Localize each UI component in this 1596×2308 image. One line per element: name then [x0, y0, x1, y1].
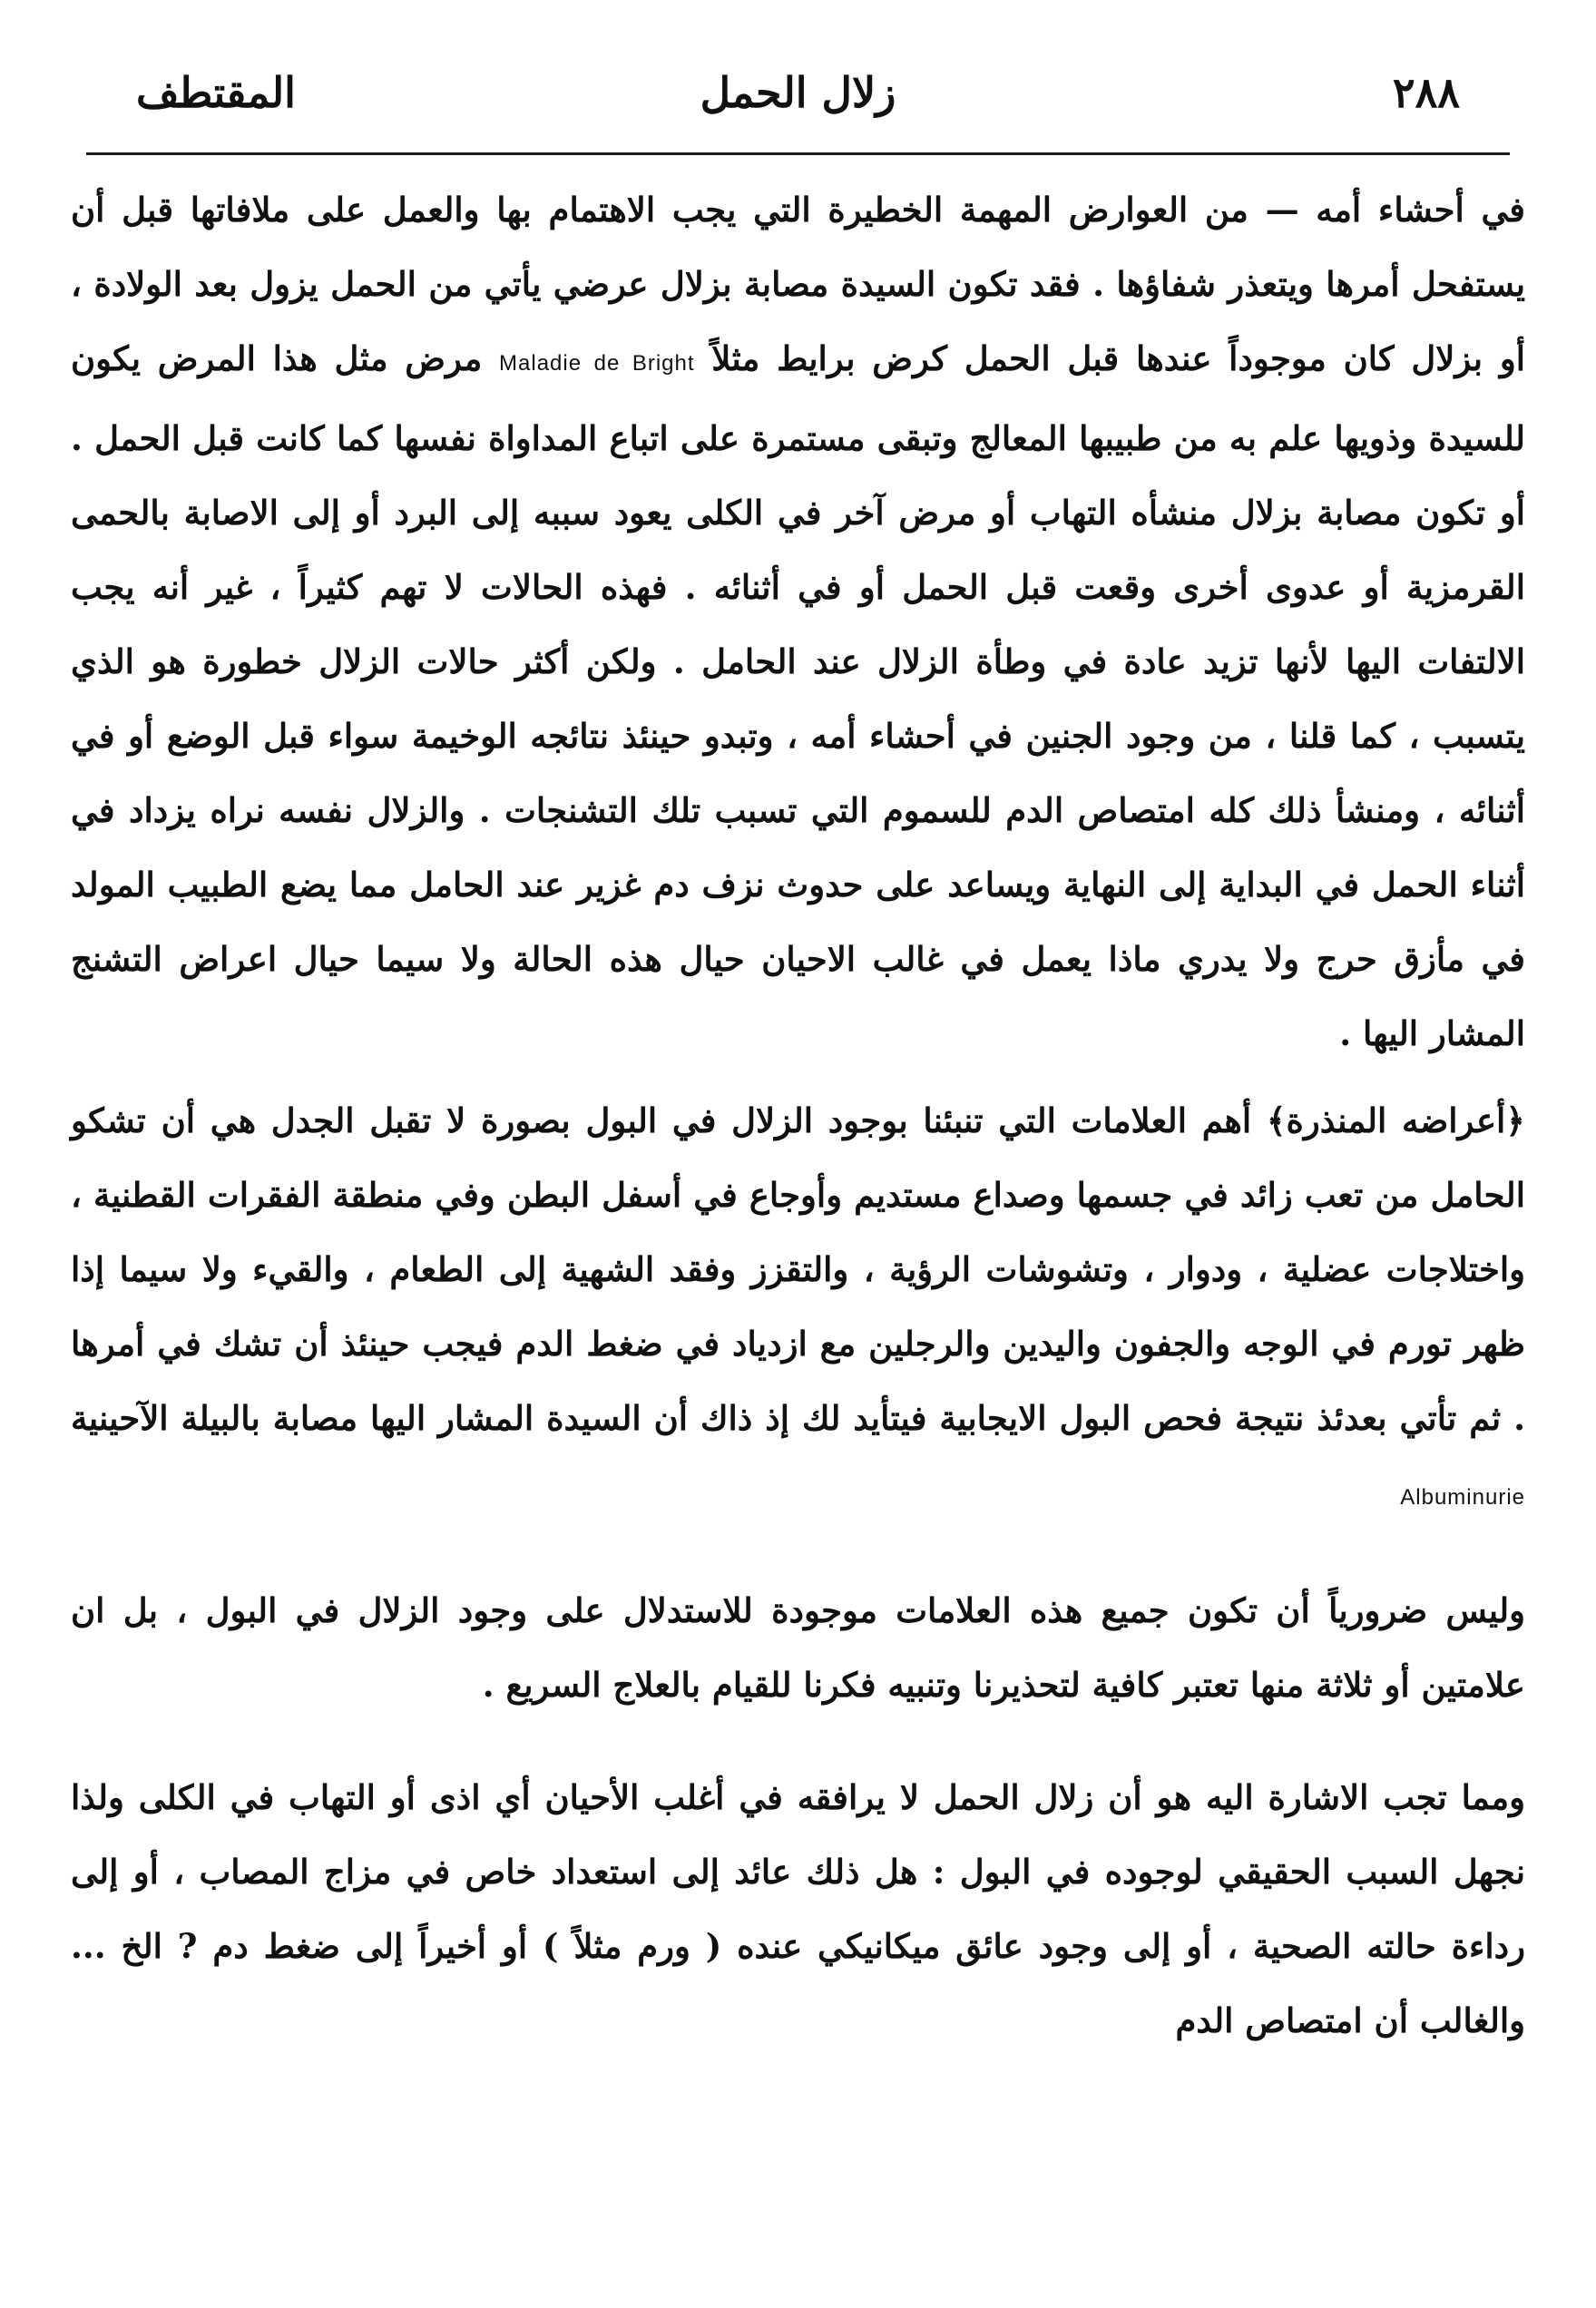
journal-name: المقتطف: [136, 68, 296, 117]
paragraph-text: ومما تجب الاشارة اليه هو أن زلال الحمل لا يرافقه في أغلب الأحيان أي اذى أو التهاب في الكلى ولذا نجهل السبب الحقيقي لوجوده في البول : هل ذلك عائد إلى استعداد خاص في مزاج المصاب ، أو إلى رداءة حالته الصحية ، أو إلى وجود عائق ميكانيكي عنده ( ورم مثلاً ) أو أخيراً إلى ضغط دم ? الخ ... والغالب أن امتصاص الدم: [71, 1777, 1525, 2040]
paragraph-not-all-signs: [71, 1573, 1525, 1722]
latin-term-albuminurie: Albuminurie: [1400, 1485, 1525, 1510]
paragraph-unknown-cause: [71, 1760, 1525, 2058]
paragraph-text: في أحشاء أمه — من العوارض المهمة الخطيرة التي يجب الاهتمام بها والعمل على ملافاتها قبل أن يستفحل أمرها ويتعذر شفاؤها . فقد تكون السيدة مصابة بزلال عرضي يأتي من الحمل يزول بعد الولادة ، أو بزلال كان موجوداً عندها قبل الحمل كرض برايط مثلاً: [71, 190, 1525, 378]
header-rule: [86, 152, 1510, 155]
paragraph-text: مرض مثل هذا المرض يكون للسيدة وذويها علم به من طبيبها المعالج وتبقى مستمرة على اتباع المداواة نفسها كما كانت قبل الحمل . أو تكون مصابة بزلال منشأه التهاب أو مرض آخر في الكلى يعود سببه إلى البرد أو إلى الاصابة بالحمى القرمزية أو عدوى أخرى وقعت قبل الحمل أو في أثنائه . فهذه الحالات لا تهم كثيراً ، غير أنه يجب الالتفات اليها لأنها تزيد عادة في وطأة الزلال عند الحامل . ولكن أكثر حالات الزلال خطورة هو الذي يتسبب ، كما قلنا ، من وجود الجنين في أحشاء أمه ، وتبدو حينئذ نتائجه الوخيمة سواء قبل الوضع أو في أثنائه ، ومنشأ ذلك كله امتصاص الدم للسموم التي تسبب تلك التشنجات . والزلال نفسه نراه يزداد في أثناء الحمل في البداية إلى النهاية ويساعد على حدوث نزف دم غزير عند الحامل مما يضع الطبيب المولد في مأزق حرج ولا يدري ماذا يعمل في غالب الاحيان حيال هذه الحالة ولا سيما حيال اعراض التشنج المشار اليها .: [71, 338, 1525, 1053]
article-body: [71, 172, 1525, 2058]
running-header: [136, 56, 1460, 129]
paragraph-warning-signs: [71, 1083, 1525, 1535]
paragraph-complications: [71, 172, 1525, 1071]
article-title: زلال الحمل: [700, 68, 896, 117]
paragraph-text: وليس ضرورياً أن تكون جميع هذه العلامات موجودة للاستدلال على وجود الزلال في البول ، بل ان علامتين أو ثلاثة منها تعتبر كافية لتحذيرنا وتنبيه فكرنا للقيام بالعلاج السريع .: [71, 1590, 1525, 1705]
latin-term-brights-disease: Maladie de Bright: [499, 351, 695, 376]
paragraph-text: ﴿أعراضه المنذرة﴾ أهم العلامات التي تنبئنا بوجود الزلال في البول بصورة لا تقبل الجدل هي أن تشكو الحامل من تعب زائد في جسمها وصداع مستديم وأوجاع في أسفل البطن وفي منطقة الفقرات القطنية ، واختلاجات عضلية ، ودوار ، وتشوشات الرؤية ، والتقزز وفقد الشهية إلى الطعام ، والقيء ولا سيما إذا ظهر تورم في الوجه والجفون واليدين والرجلين مع ازدياد في ضغط الدم فيجب حينئذ أن تشك في أمرها . ثم تأتي بعدئذ نتيجة فحص البول الايجابية فيتأيد لك إذ ذاك أن السيدة المشار اليها مصابة بالبيلة الآحينية: [71, 1100, 1525, 1438]
page-number: ٢٨٨: [1392, 68, 1460, 117]
